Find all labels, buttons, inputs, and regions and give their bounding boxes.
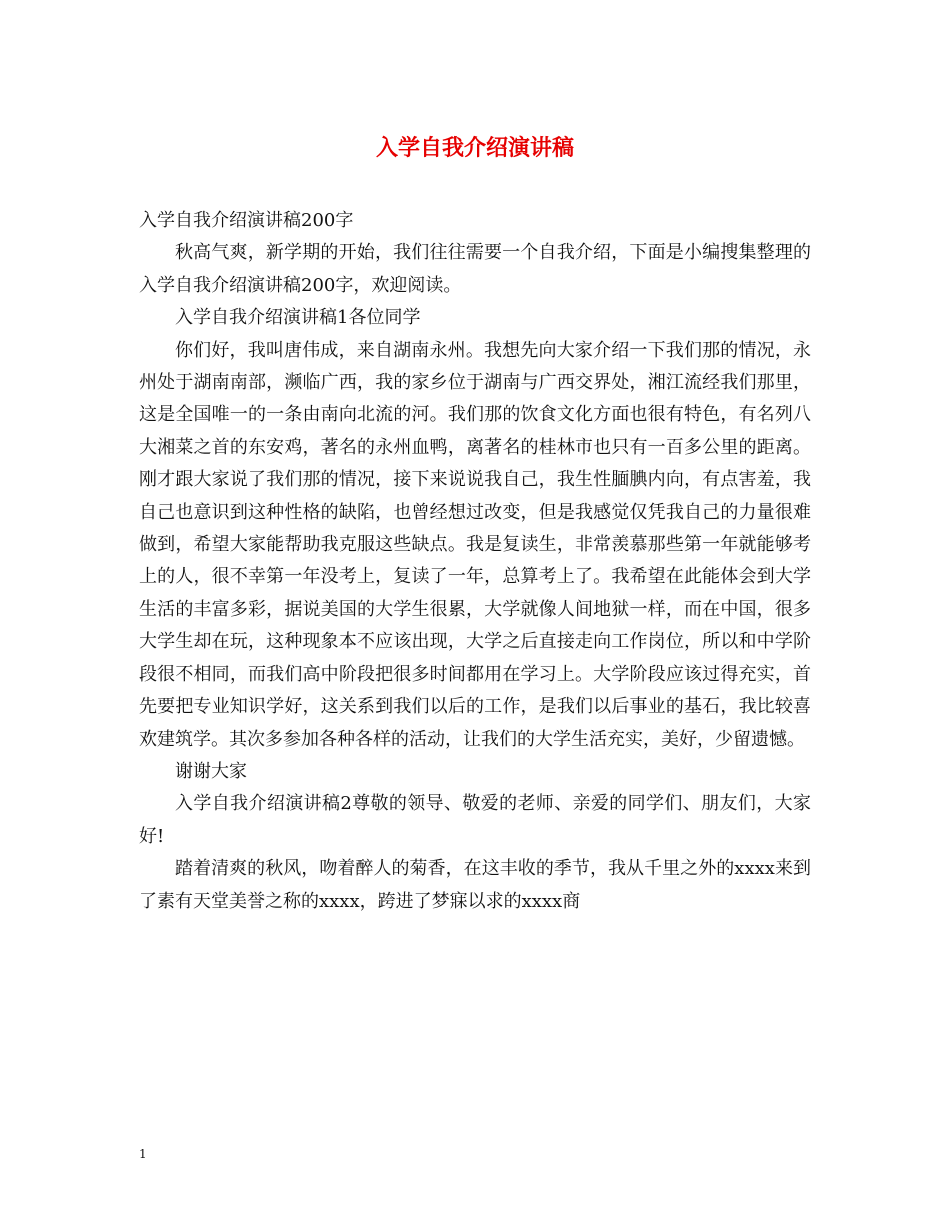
speech-1-heading: 入学自我介绍演讲稿1各位同学 [175, 307, 421, 329]
speech-2-heading: 入学自我介绍演讲稿2尊敬的领导、敬爱的老师、亲爱的同学们、朋友们，大家好! [139, 793, 811, 847]
intro-paragraph: 秋高气爽，新学期的开始，我们往往需要一个自我介绍，下面是小编搜集整理的入学自我介绍演讲稿200字，欢迎阅读。 [139, 242, 811, 296]
subtitle-paragraph: 入学自我介绍演讲稿200字 [139, 210, 354, 231]
speech-2-body: 踏着清爽的秋风，吻着醉人的菊香，在这丰收的季节，我从千里之外的xxxx来到了素有天堂美誉之称的xxxx，跨进了梦寐以求的xxxx商 [139, 858, 811, 912]
speech-1-closing: 谢谢大家 [175, 760, 247, 782]
document-title: 入学自我介绍演讲稿 [375, 135, 574, 161]
document-body [139, 205, 811, 918]
speech-1-body: 你们好，我叫唐伟成，来自湖南永州。我想先向大家介绍一下我们那的情况，永州处于湖南南部，濒临广西，我的家乡位于湖南与广西交界处，湘江流经我们那里，这是全国唯一的一条由南向北流的河。我们那的饮食文化方面也很有特色，有名列八大湘菜之首的东安鸡，著名的永州血鸭，离著名的桂林市也只有一百多公里的距离。刚才跟大家说了我们那的情况，接下来说说我自己，我生性腼腆内向，有点害羞，我自己也意识到这种性格的缺陷，也曾经想过改变，但是我感觉仅凭我自己的力量很难做到，希望大家能帮助我克服这些缺点。我是复读生，非常羡慕那些第一年就能够考上的人，很不幸第一年没考上，复读了一年，总算考上了。我希望在此能体会到大学生活的丰富多彩，据说美国的大学生很累，大学就像人间地狱一样，而在中国，很多大学生却在玩，这种现象本不应该出现，大学之后直接走向工作岗位，所以和中学阶段很不相同，而我们高中阶段把很多时间都用在学习上。大学阶段应该过得充实，首先要把专业知识学好，这关系到我们以后的工作，是我们以后事业的基石，我比较喜欢建筑学。其次多参加各种各样的活动，让我们的大学生活充实，美好，少留遗憾。 [139, 339, 811, 750]
page-number: 1 [139, 1147, 147, 1161]
